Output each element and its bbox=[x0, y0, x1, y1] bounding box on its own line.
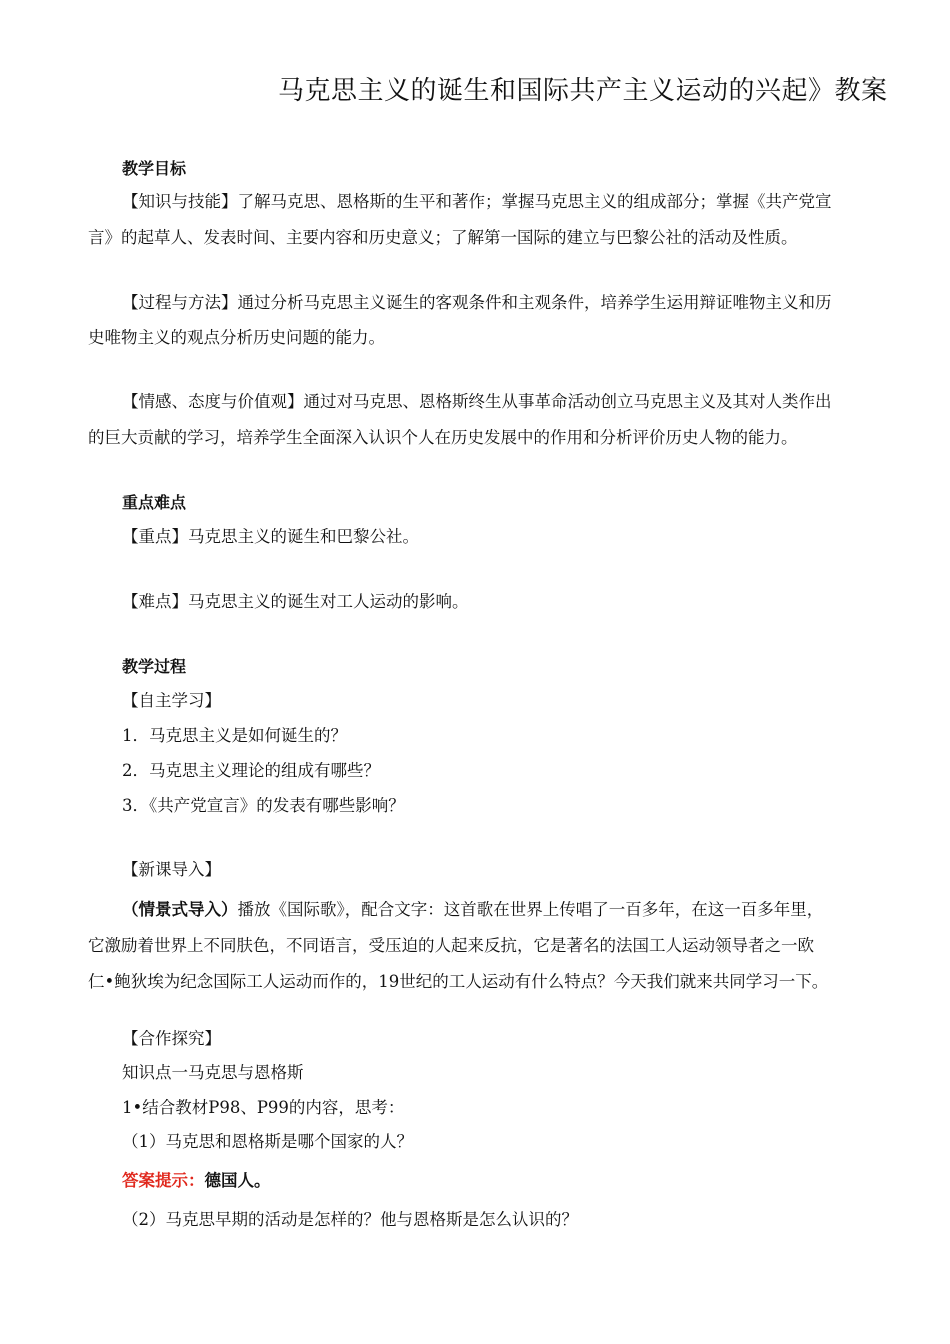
intro-label: （情景式导入） bbox=[122, 900, 238, 919]
question-2: 2．马克思主义理论的组成有哪些？ bbox=[122, 761, 380, 780]
difficulty-point: 【难点】马克思主义的诞生对工人运动的影响。 bbox=[122, 592, 469, 611]
teaching-process-heading: 教学过程 bbox=[122, 657, 187, 676]
emotion-values-line-2: 的巨大贡献的学习，培养学生全面深入认识个人在历史发展中的作用和分析评价历史人物的能力。 bbox=[88, 428, 798, 447]
sub-question-1: （1）马克思和恩格斯是哪个国家的人？ bbox=[122, 1132, 413, 1151]
answer-1 bbox=[122, 1169, 900, 1193]
self-study-heading: 【自主学习】 bbox=[122, 691, 221, 710]
explore-heading: 【合作探究】 bbox=[122, 1029, 221, 1048]
knowledge-skill-line-1: 【知识与技能】了解马克思、恩格斯的生平和著作；掌握马克思主义的组成部分；掌握《共产党宣 bbox=[122, 192, 832, 211]
intro-line-3: 仁•鲍狄埃为纪念国际工人运动而作的，19世纪的工人运动有什么特点？今天我们就来共同学习一下。 bbox=[88, 972, 829, 991]
answer-label: 答案提示： bbox=[122, 1171, 205, 1190]
key-points-heading: 重点难点 bbox=[122, 493, 187, 512]
intro-line-1 bbox=[122, 898, 900, 922]
task-1: 1•结合教材P98、P99的内容，思考： bbox=[122, 1098, 405, 1117]
answer-text: 德国人。 bbox=[204, 1171, 271, 1190]
sub-question-2: （2）马克思早期的活动是怎样的？他与恩格斯是怎么认识的？ bbox=[122, 1210, 578, 1229]
emotion-values-line-1: 【情感、态度与价值观】通过对马克思、恩格斯终生从事革命活动创立马克思主义及其对人类作出 bbox=[122, 392, 832, 411]
process-method-line-2: 史唯物主义的观点分析历史问题的能力。 bbox=[88, 328, 385, 347]
focus-point: 【重点】马克思主义的诞生和巴黎公社。 bbox=[122, 527, 419, 546]
process-method-line-1: 【过程与方法】通过分析马克思主义诞生的客观条件和主观条件，培养学生运用辩证唯物主义和历 bbox=[122, 293, 832, 312]
intro-text: 播放《国际歌》，配合文字：这首歌在世界上传唱了一百多年，在这一百多年里， bbox=[237, 900, 824, 919]
intro-line-2: 它激励着世界上不同肤色，不同语言，受压迫的人起来反抗，它是著名的法国工人运动领导者之一欧 bbox=[88, 936, 814, 955]
question-3: 3．《共产党宣言》的发表有哪些影响？ bbox=[122, 796, 405, 815]
document-title: 马克思主义的诞生和国际共产主义运动的兴起》教案 bbox=[278, 76, 888, 106]
intro-heading: 【新课导入】 bbox=[122, 860, 221, 879]
question-1: 1．马克思主义是如何诞生的？ bbox=[122, 726, 347, 745]
knowledge-skill-line-2: 言》的起草人、发表时间、主要内容和历史意义；了解第一国际的建立与巴黎公社的活动及性质。 bbox=[88, 228, 798, 247]
objectives-heading: 教学目标 bbox=[122, 159, 187, 178]
knowledge-point-1: 知识点一马克思与恩格斯 bbox=[122, 1063, 304, 1082]
